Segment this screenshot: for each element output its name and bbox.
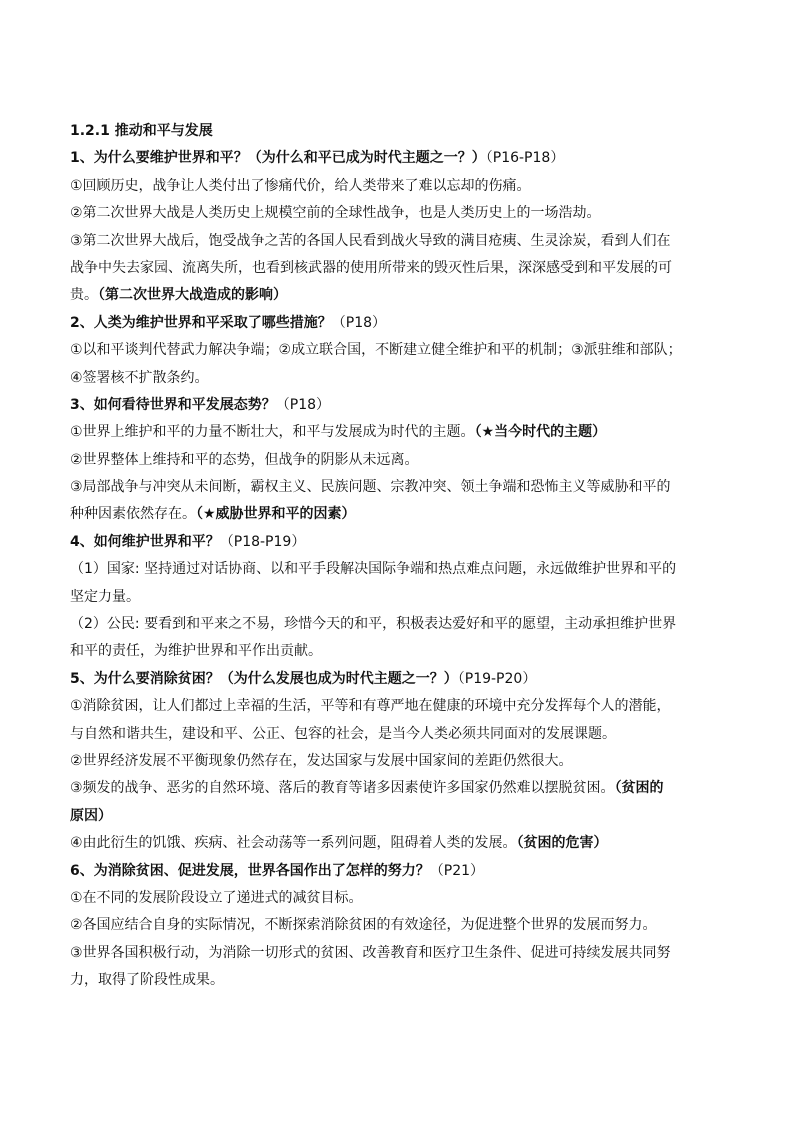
question-6-heading [70, 858, 730, 885]
question-4-title: 4、如何维护世界和平？ [70, 533, 220, 550]
answer-line: ②第二次世界大战是人类历史上规模空前的全球性战争，也是人类历史上的一场浩劫。 [70, 205, 601, 222]
answer-line: ②世界整体上维持和平的态势，但战争的阴影从未远离。 [70, 451, 419, 468]
question-3-heading [70, 392, 730, 419]
answer-text: ④由此衍生的饥饿、疾病、社会动荡等一系列问题，阻碍着人类的发展。 [70, 835, 517, 852]
answer-line: 与自然和谐共生，建设和平、公正、包容的社会，是当今人类必须共同面对的发展课题。 [70, 725, 616, 742]
answer-line: ③局部战争与冲突从未间断，霸权主义、民族问题、宗教冲突、领土争端和恐怖主义等威胁和平的 [70, 479, 671, 496]
answer-line [70, 282, 730, 309]
answer-text: ③频发的战争、恶劣的自然环境、落后的教育等诸多因素使许多国家仍然难以摆脱贫困。 [70, 780, 615, 797]
answer-note: （★当今时代的主题） [474, 424, 607, 441]
answer-line [70, 501, 730, 528]
answer-note: （第二次世界大战造成的影响） [98, 287, 287, 304]
section-title: 1.2.1 推动和平与发展 [70, 123, 213, 139]
question-4-heading [70, 529, 730, 556]
answer-line: ①在不同的发展阶段设立了递进式的减贫目标。 [70, 889, 363, 906]
answer-line: 战争中失去家园、流离失所，也看到核武器的使用所带来的毁灭性后果，深深感受到和平发展的可 [70, 259, 672, 276]
answer-line: （2）公民: 要看到和平来之不易，珍惜今天的和平，积极表达爱好和平的愿望，主动承担维护世界 [70, 616, 677, 633]
question-1-title: 1、为什么要维护世界和平？（为什么和平已成为时代主题之一？） [70, 150, 486, 167]
answer-line: ①以和平谈判代替武力解决争端；②成立联合国，不断建立健全维护和平的机制；③派驻维和部队； [70, 342, 682, 359]
answer-line: 和平的责任，为维护世界和平作出贡献。 [70, 643, 322, 660]
question-1-heading [70, 145, 730, 172]
answer-line [70, 830, 730, 857]
answer-text: ①世界上维护和平的力量不断壮大，和平与发展成为时代的主题。 [70, 424, 475, 441]
question-6-page-ref: （P21） [429, 862, 485, 879]
answer-line: ②世界经济发展不平衡现象仍然存在，发达国家与发展中国家间的差距仍然很大。 [70, 752, 573, 769]
answer-note: （★威胁世界和平的因素） [196, 506, 356, 523]
answer-line: 坚定力量。 [70, 588, 140, 605]
question-1-page-ref: （P16-P18） [485, 150, 565, 167]
answer-line: ③世界各国积极行动，为消除一切形式的贫困、改善教育和医疗卫生条件、促进可持续发展共同努 [70, 944, 671, 961]
answer-note: （贫困的 [614, 780, 664, 797]
question-3-title: 3、如何看待世界和平发展态势？ [70, 396, 276, 413]
answer-line: ③第二次世界大战后，饱受战争之苦的各国人民看到战火导致的满目疮痍、生灵涂炭，看到人们在 [70, 232, 671, 249]
question-5-page-ref: （P19-P20） [457, 670, 537, 687]
answer-text: 贵。 [70, 287, 98, 304]
answer-line: ④签署核不扩散条约。 [70, 369, 209, 386]
answer-line: ②各国应结合自身的实际情况，不断探索消除贫困的有效途径，为促进整个世界的发展而努力。 [70, 917, 657, 934]
answer-line: 力，取得了阶段性成果。 [70, 972, 224, 989]
answer-text: 种种因素依然存在。 [70, 506, 196, 523]
question-4-page-ref: （P18-P19） [219, 533, 306, 550]
answer-line: ①回顾历史，战争让人类付出了惨痛代价，给人类带来了难以忘却的伤痛。 [70, 177, 531, 194]
question-2-heading [70, 310, 730, 337]
answer-note: （贫困的危害） [516, 835, 608, 852]
answer-line: ①消除贫困，让人们都过上幸福的生活，平等和有尊严地在健康的环境中充分发挥每个人的潜能， [70, 698, 671, 715]
question-6-title: 6、为消除贫困、促进发展，世界各国作出了怎样的努力？ [70, 862, 430, 879]
question-3-page-ref: （P18） [275, 396, 331, 413]
answer-note: 原因） [70, 807, 112, 824]
answer-line [70, 775, 730, 802]
question-5-heading [70, 666, 730, 693]
question-2-title: 2、人类为维护世界和平采取了哪些措施？ [70, 314, 332, 331]
question-2-page-ref: （P18） [331, 314, 387, 331]
document-page [70, 118, 730, 995]
question-5-title: 5、为什么要消除贫困？（为什么发展也成为时代主题之一？） [70, 670, 458, 687]
answer-line: （1）国家: 坚持通过对话协商、以和平手段解决国际争端和热点难点问题，永远做维护世界和平的 [70, 561, 677, 578]
answer-line [70, 419, 730, 446]
